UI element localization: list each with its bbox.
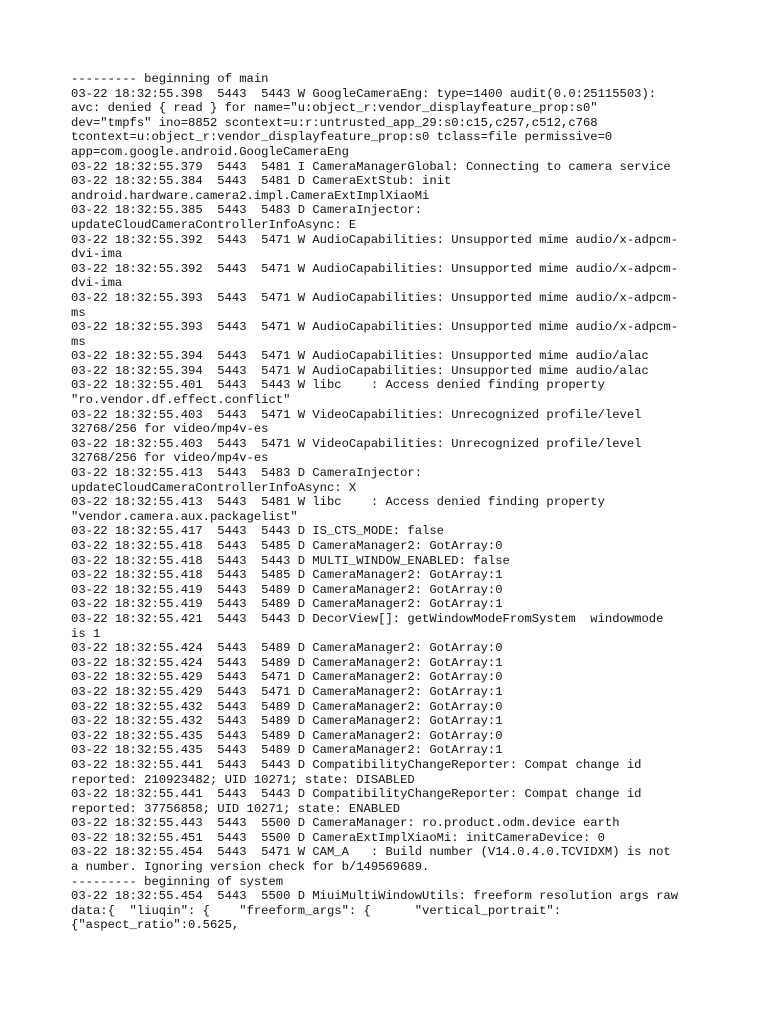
log-line: "vendor.camera.aux.packagelist" (71, 509, 298, 524)
log-line: 03-22 18:32:55.451 5443 5500 D CameraExtImplXiaoMi: initCameraDevice: 0 (71, 830, 605, 845)
log-line: updateCloudCameraControllerInfoAsync: X (71, 480, 357, 495)
log-line: updateCloudCameraControllerInfoAsync: E (71, 217, 357, 232)
log-line: 03-22 18:32:55.401 5443 5443 W libc : Access denied finding property (71, 378, 605, 393)
log-line: is 1 (71, 626, 101, 641)
log-line: a number. Ignoring version check for b/149569689. (71, 860, 430, 875)
log-line: 03-22 18:32:55.418 5443 5443 D MULTI_WINDOW_ENABLED: false (71, 553, 510, 568)
log-line: 03-22 18:32:55.392 5443 5471 W AudioCapabilities: Unsupported mime audio/x-adpcm- (71, 261, 679, 276)
log-line: 03-22 18:32:55.394 5443 5471 W AudioCapabilities: Unsupported mime audio/alac (71, 349, 649, 364)
log-line: 03-22 18:32:55.418 5443 5485 D CameraManager2: GotArray:0 (71, 539, 503, 553)
log-line: 03-22 18:32:55.384 5443 5481 D CameraExtStub: init (71, 174, 452, 189)
log-line: 03-22 18:32:55.435 5443 5489 D CameraManager2: GotArray:1 (71, 743, 503, 758)
log-line: tcontext=u:object_r:vendor_displayfeature_prop:s0 tclass=file permissive=0 (71, 130, 613, 145)
log-line: 03-22 18:32:55.454 5443 5500 D MiuiMultiWindowUtils: freeform resolution args raw (71, 889, 679, 904)
log-line: 32768/256 for video/mp4v-es (71, 451, 269, 466)
log-line: 03-22 18:32:55.419 5443 5489 D CameraManager2: GotArray:1 (71, 597, 503, 612)
log-line: {"aspect_ratio":0.5625, (71, 918, 240, 933)
log-line: 03-22 18:32:55.454 5443 5471 W CAM_A : Build number (V14.0.4.0.TCVIDXM) is not (71, 845, 671, 860)
log-line: data:{ "liuqin": { "freeform_args": { "vertical_portrait": (71, 903, 562, 918)
log-line: 03-22 18:32:55.385 5443 5483 D CameraInjector: (71, 203, 423, 218)
log-line: 03-22 18:32:55.413 5443 5483 D CameraInjector: (71, 466, 423, 481)
log-document (71, 72, 711, 933)
log-line: 03-22 18:32:55.394 5443 5471 W AudioCapabilities: Unsupported mime audio/alac (71, 363, 649, 378)
log-line: 03-22 18:32:55.429 5443 5471 D CameraManager2: GotArray:0 (71, 670, 503, 685)
log-line: 03-22 18:32:55.398 5443 5443 W GoogleCameraEng: type=1400 audit(0.0:25115503): (71, 86, 657, 101)
log-line: 03-22 18:32:55.392 5443 5471 W AudioCapabilities: Unsupported mime audio/x-adpcm- (71, 232, 679, 247)
log-line: 03-22 18:32:55.421 5443 5443 D DecorView[]: getWindowModeFromSystem windowmode (71, 611, 664, 626)
log-line: app=com.google.android.GoogleCameraEng (71, 144, 349, 159)
log-line: 03-22 18:32:55.403 5443 5471 W VideoCapabilities: Unrecognized profile/level (71, 407, 642, 422)
log-line: reported: 210923482; UID 10271; state: DISABLED (71, 772, 415, 787)
log-line: ms (71, 305, 86, 320)
log-line: 03-22 18:32:55.424 5443 5489 D CameraManager2: GotArray:0 (71, 641, 503, 656)
log-line: 03-22 18:32:55.429 5443 5471 D CameraManager2: GotArray:1 (71, 684, 503, 699)
log-line: dev="tmpfs" ino=8852 scontext=u:r:untrusted_app_29:s0:c15,c257,c512,c768 (71, 115, 598, 130)
log-line: ms (71, 334, 86, 349)
log-line: 32768/256 for video/mp4v-es (71, 422, 269, 437)
log-line: --------- beginning of system (71, 874, 284, 889)
log-line: 03-22 18:32:55.441 5443 5443 D CompatibilityChangeReporter: Compat change id (71, 787, 642, 802)
log-line: reported: 37756858; UID 10271; state: ENABLED (71, 801, 401, 816)
log-line: 03-22 18:32:55.435 5443 5489 D CameraManager2: GotArray:0 (71, 728, 503, 743)
log-line: 03-22 18:32:55.419 5443 5489 D CameraManager2: GotArray:0 (71, 582, 503, 597)
log-line: 03-22 18:32:55.432 5443 5489 D CameraManager2: GotArray:1 (71, 714, 503, 729)
log-line: dvi-ima (71, 276, 123, 291)
log-line: 03-22 18:32:55.379 5443 5481 I CameraManagerGlobal: Connecting to camera service (71, 159, 671, 174)
log-line: 03-22 18:32:55.393 5443 5471 W AudioCapabilities: Unsupported mime audio/x-adpcm- (71, 320, 679, 335)
log-line: dvi-ima (71, 247, 123, 262)
log-line: 03-22 18:32:55.424 5443 5489 D CameraManager2: GotArray:1 (71, 655, 503, 670)
log-line: 03-22 18:32:55.418 5443 5485 D CameraManager2: GotArray:1 (71, 568, 503, 583)
log-line: 03-22 18:32:55.413 5443 5481 W libc : Access denied finding property (71, 495, 605, 510)
log-line: 03-22 18:32:55.393 5443 5471 W AudioCapabilities: Unsupported mime audio/x-adpcm- (71, 290, 679, 305)
log-line: 03-22 18:32:55.417 5443 5443 D IS_CTS_MODE: false (71, 524, 444, 539)
log-line: avc: denied { read } for name="u:object_r:vendor_displayfeature_prop:s0" (71, 101, 598, 116)
log-line: "ro.vendor.df.effect.conflict" (71, 393, 291, 408)
log-line: 03-22 18:32:55.432 5443 5489 D CameraManager2: GotArray:0 (71, 699, 503, 714)
log-line: android.hardware.camera2.impl.CameraExtImplXiaoMi (71, 188, 430, 203)
log-line: 03-22 18:32:55.443 5443 5500 D CameraManager: ro.product.odm.device earth (71, 816, 620, 831)
log-line: 03-22 18:32:55.441 5443 5443 D CompatibilityChangeReporter: Compat change id (71, 757, 642, 772)
log-line: --------- beginning of main (71, 72, 269, 86)
log-line: 03-22 18:32:55.403 5443 5471 W VideoCapabilities: Unrecognized profile/level (71, 436, 642, 451)
